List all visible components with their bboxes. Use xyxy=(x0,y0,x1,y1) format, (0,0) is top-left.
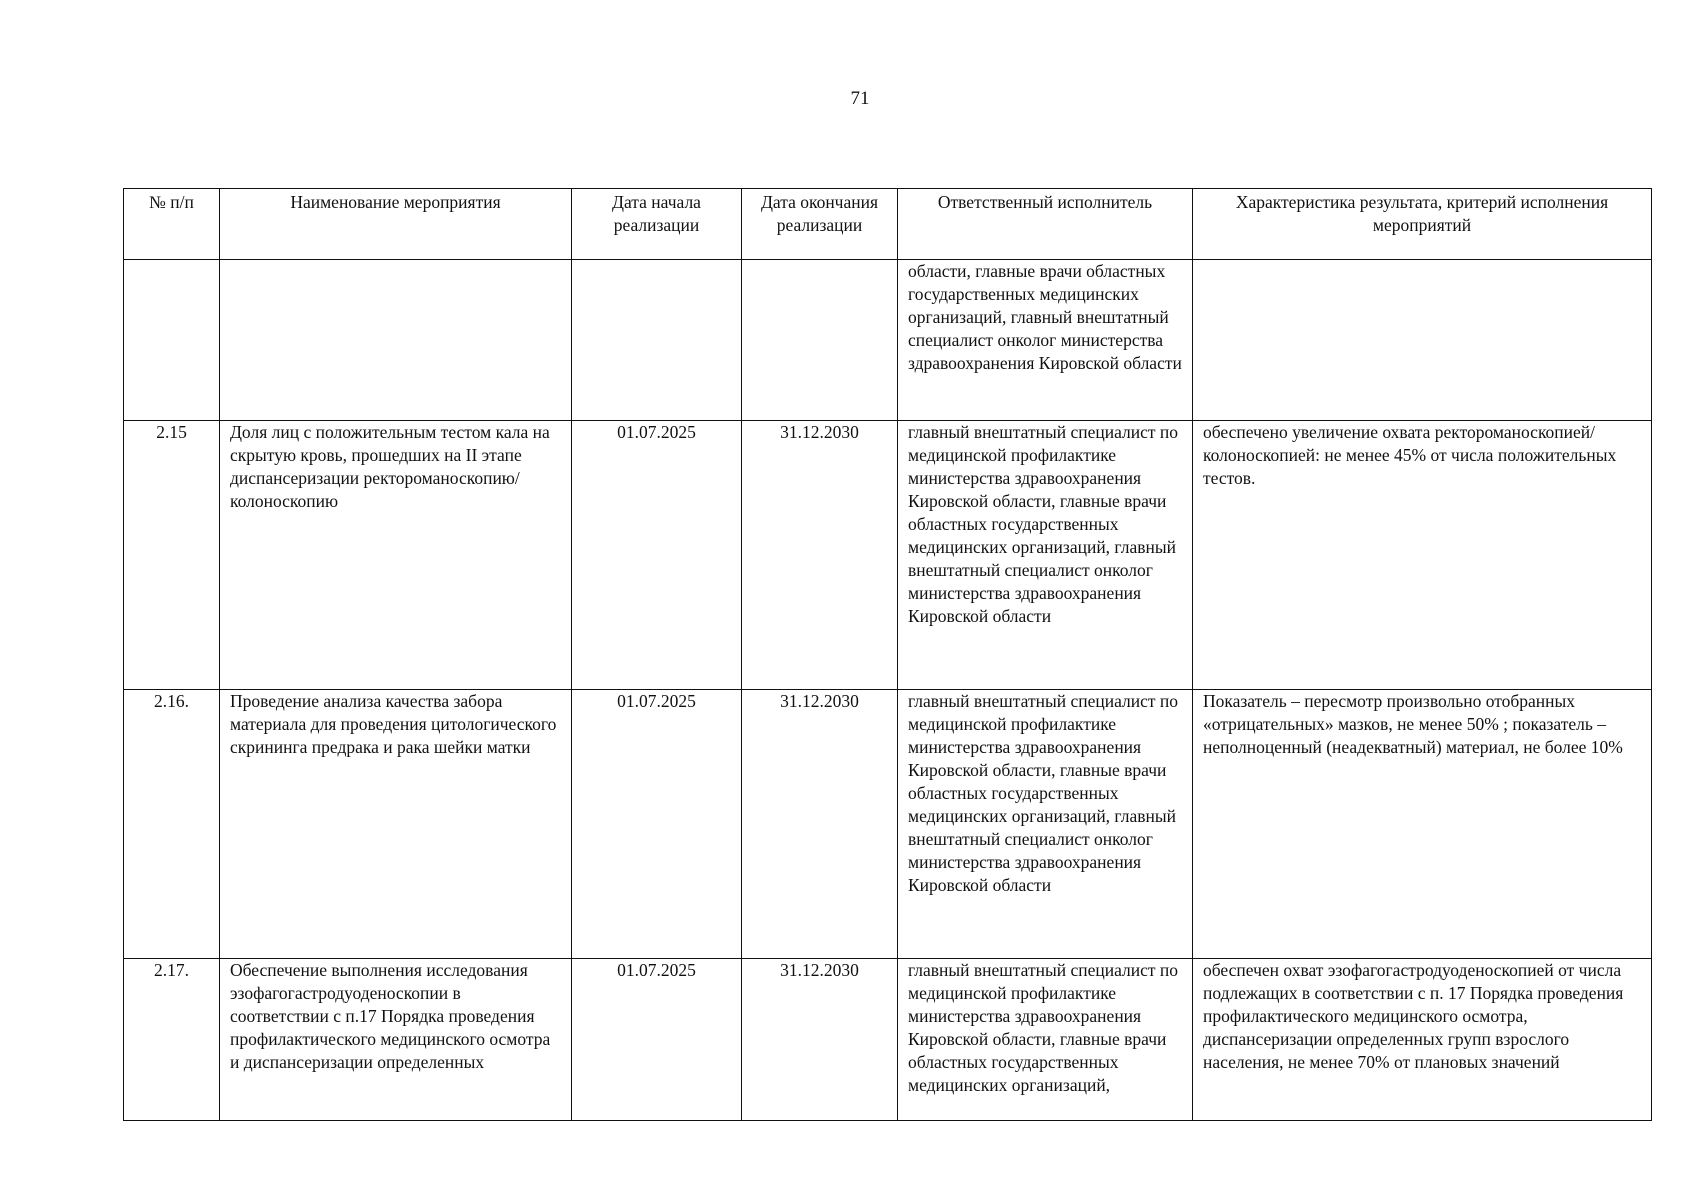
table-row xyxy=(124,690,1652,959)
cell-number: 2.15 xyxy=(124,421,220,690)
cell-end-date: 31.12.2030 xyxy=(742,959,898,1121)
header-number: № п/п xyxy=(124,189,220,260)
cell-result: обеспечен охват эзофагогастродуоденоскопией от числа подлежащих в соответствии с п. 17 Порядка проведения профилактического медицинского осмотра, диспансеризации определенных групп взрослого населения, не менее 70% от плановых значений xyxy=(1193,959,1652,1121)
header-end-date: Дата окончания реализации xyxy=(742,189,898,260)
page-number: 71 xyxy=(850,88,870,109)
cell-responsible: области, главные врачи областных государственных медицинских организаций, главный внештатный специалист онколог министерства здравоохранения Кировской области xyxy=(898,260,1193,421)
cell-name xyxy=(220,260,572,421)
cell-start-date: 01.07.2025 xyxy=(572,690,742,959)
cell-start-date: 01.07.2025 xyxy=(572,959,742,1121)
cell-responsible: главный внештатный специалист по медицинской профилактике министерства здравоохранения Кировской области, главные врачи областных государственных медицинских организаций, главный внештатный специалист онколог министерства здравоохранения Кировской области xyxy=(898,690,1193,959)
cell-number: 2.17. xyxy=(124,959,220,1121)
measures-table xyxy=(123,188,1652,1121)
cell-responsible: главный внештатный специалист по медицинской профилактике министерства здравоохранения Кировской области, главные врачи областных государственных медицинских организаций, главный внештатный специалист онколог министерства здравоохранения Кировской области xyxy=(898,421,1193,690)
cell-end-date: 31.12.2030 xyxy=(742,690,898,959)
header-start-date: Дата начала реализации xyxy=(572,189,742,260)
header-result: Характеристика результата, критерий исполнения мероприятий xyxy=(1193,189,1652,260)
cell-end-date: 31.12.2030 xyxy=(742,421,898,690)
table-row xyxy=(124,421,1652,690)
table-row xyxy=(124,959,1652,1121)
header-name: Наименование мероприятия xyxy=(220,189,572,260)
cell-start-date xyxy=(572,260,742,421)
cell-result: обеспечено увеличение охвата ректороманоскопией/колоноскопией: не менее 45% от числа положительных тестов. xyxy=(1193,421,1652,690)
cell-name: Обеспечение выполнения исследования эзофагогастродуоденоскопии в соответствии с п.17 Порядка проведения профилактического медицинского осмотра и диспансеризации определенных xyxy=(220,959,572,1121)
cell-end-date xyxy=(742,260,898,421)
table-row xyxy=(124,260,1652,421)
cell-result xyxy=(1193,260,1652,421)
table-header-row xyxy=(124,189,1652,260)
cell-number xyxy=(124,260,220,421)
cell-number: 2.16. xyxy=(124,690,220,959)
cell-start-date: 01.07.2025 xyxy=(572,421,742,690)
header-responsible: Ответственный исполнитель xyxy=(898,189,1193,260)
cell-result: Показатель – пересмотр произвольно отобранных «отрицательных» мазков, не менее 50% ; показатель – неполноценный (неадекватный) материал, не более 10% xyxy=(1193,690,1652,959)
cell-name: Проведение анализа качества забора материала для проведения цитологического скрининга предрака и рака шейки матки xyxy=(220,690,572,959)
cell-responsible: главный внештатный специалист по медицинской профилактике министерства здравоохранения Кировской области, главные врачи областных государственных медицинских организаций, xyxy=(898,959,1193,1121)
cell-name: Доля лиц с положительным тестом кала на скрытую кровь, прошедших на II этапе диспансеризации ректороманоскопию/колоноскопию xyxy=(220,421,572,690)
